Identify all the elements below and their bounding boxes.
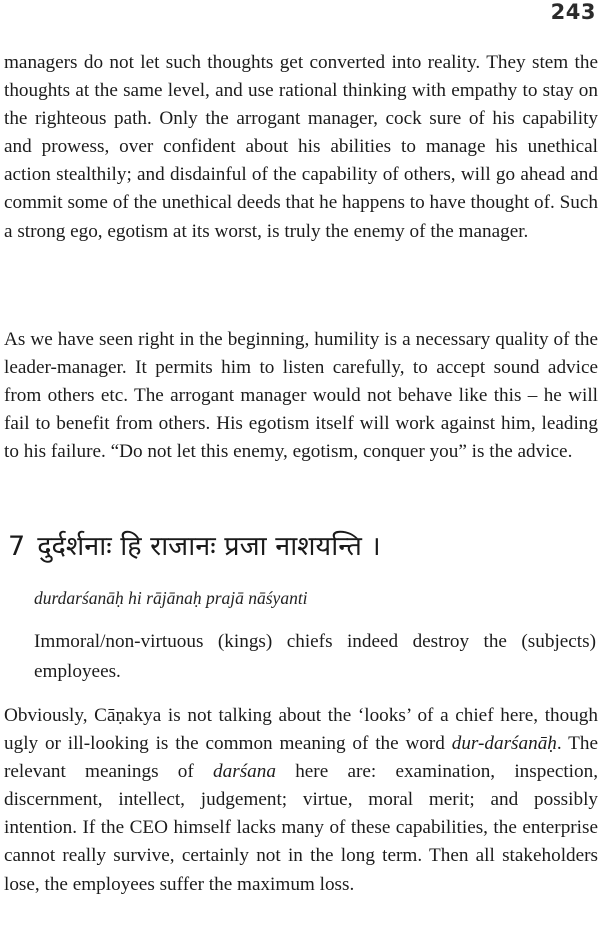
commentary-text-b: . The relevant meanings of [4,733,599,783]
paragraph-commentary [4,702,598,899]
sutra-heading [8,527,598,567]
sutra-translation: Immoral/non-virtuous (kings) chiefs indeed destroy the (subjects) employees. [34,631,596,682]
page-number: 243 [550,0,596,24]
sutra-number: 7 [8,531,26,562]
sutra-transliteration: durdarśanāḥ hi rājānaḥ prajā nāśyanti [34,588,308,608]
paragraph-humility: As we have seen right in the beginning, humility is a necessary quality of the leader-manager. It permits him to listen carefully, to accept sound advice from others etc. The arrogant manager would not behave like this – he will fail to benefit from others. His egotism itself will work against him, leading to his failure. “Do not let this enemy, egotism, conquer you” is the advice. [4,329,598,463]
commentary-term-darsana: darśana [213,761,276,783]
paragraph-egotism: managers do not let such thoughts get converted into reality. They stem the thoughts at the same level, and use rational thinking with empathy to stay on the righteous path. Only the arrogant manager, cock sure of his capability and prowess, over confident about his abilities to manage his unethical action stealthily; and disdainful of the capability of others, will go ahead and commit some of the unethical deeds that he happens to have thought of. Such a strong ego, egotism at its worst, is truly the enemy of the manager. [4,52,598,242]
commentary-term-dur-darsanah: dur-darśanāḥ [451,733,557,755]
sutra-sanskrit-text: दुर्दर्शनाः हि राजानः प्रजा नाशयन्ति । [37,531,381,562]
commentary-text-c: here are: examination, inspection, discernment, intellect, judgement; virtue, moral merit; and possibly intention. If the CEO himself lacks many of these capabilities, the enterprise cannot really survive, certainly not in the long term. Then all stakeholders lose, the employees suffer the maximum loss. [4,761,598,895]
commentary-text-a: Obviously, Cāṇakya is not talking about the ‘looks’ of a chief here, though ugly or ill-looking is the common meaning of the word [4,705,598,755]
